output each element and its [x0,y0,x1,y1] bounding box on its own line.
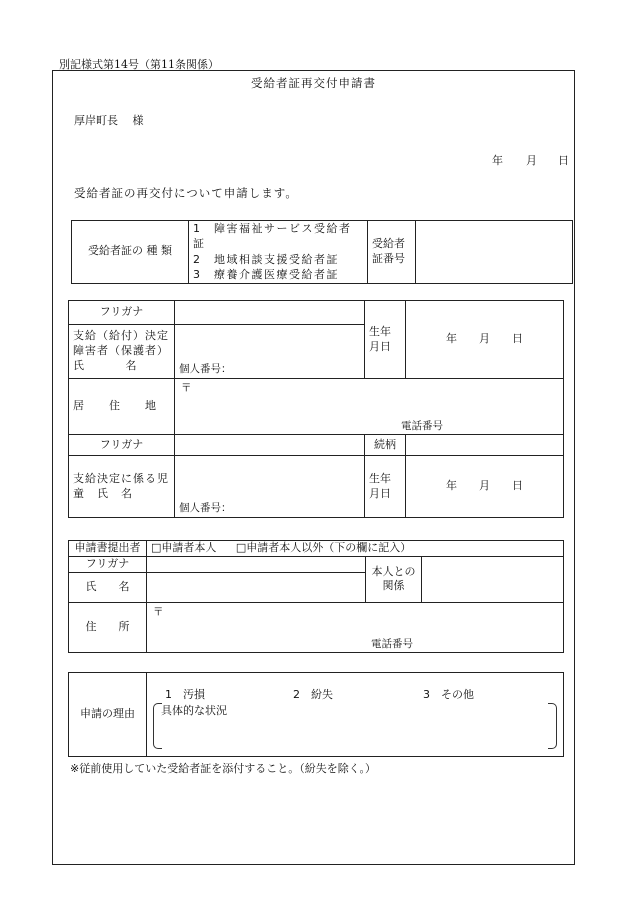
birth-label: 生年月日 [365,301,406,379]
certificate-number-field[interactable] [416,221,573,284]
submitter-label: 申請書提出者 [69,541,147,557]
child-name-field[interactable] [175,456,365,518]
certificate-number-label: 受給者証番号 [368,221,416,284]
relation-field[interactable] [406,435,564,456]
submitter-furigana-field[interactable] [147,556,366,572]
certificate-option-2: 2 地域相談支援受給者証 [193,252,339,266]
reason-option-1[interactable]: 1 汚損 [165,688,205,701]
certificate-type-table [71,220,573,284]
child-birth-label: 生年月日 [365,456,406,518]
reason-cell [147,673,564,757]
certificate-option-1: 1 障害福祉サービス受給者証 [193,222,352,251]
applicant-table [68,300,564,518]
individual-number-label: 個人番号： [179,362,232,375]
addressee: 厚岸町長 様 [74,114,144,127]
birth-value[interactable]: 年 月 日 [406,301,564,379]
reason-label: 申請の理由 [69,673,147,757]
submitter-option-other[interactable]: □申請者本人以外（下の欄に記入） [235,541,412,554]
relation-label: 続柄 [365,435,406,456]
submitter-relation-label: 本人との関係 [366,556,422,602]
child-individual-number-label: 個人番号： [179,501,232,514]
bracket-right [548,703,557,749]
reason-option-2[interactable]: 2 紛失 [293,688,333,701]
submitter-name-label: 氏 名 [69,572,147,602]
submitter-address-label: 住 所 [69,602,147,652]
submitter-table [68,540,564,653]
submitter-address-field[interactable] [147,602,564,652]
address-label: 居 住 地 [69,379,175,435]
address-field[interactable] [175,379,564,435]
date-month: 月 [526,154,537,167]
postal-mark: 〒 [181,382,192,394]
date-day: 日 [558,154,569,167]
child-birth-value[interactable]: 年 月 日 [406,456,564,518]
furigana-label: フリガナ [69,301,175,325]
child-furigana-field[interactable] [175,435,365,456]
form-title: 受給者証再交付申請書 [251,76,376,90]
submitter-name-field[interactable] [147,572,366,602]
child-name-label: 支給決定に係る児 童 氏 名 [69,456,175,518]
certificate-type-label: 受給者証の 種 類 [72,221,189,284]
submitter-postal-mark: 〒 [153,605,164,618]
footer-note: ※従前使用していた受給者証を添付すること。（紛失を除く。） [70,762,376,775]
applicant-name-label: 支給（給付）決定障害者（保護者）氏 名 [69,325,175,379]
date-year: 年 [492,154,503,167]
reason-table [68,672,564,757]
furigana-field[interactable] [175,301,365,325]
certificate-option-3: 3 療養介護医療受給者証 [193,268,339,282]
submitter-option-self[interactable]: □申請者本人 [151,541,217,554]
submitter-phone-label: 電話番号 [371,637,413,650]
form-number-note: 別記様式第14号（第11条関係） [59,58,219,71]
child-furigana-label: フリガナ [69,435,175,456]
phone-label: 電話番号 [401,419,443,432]
reason-option-3[interactable]: 3 その他 [423,688,474,701]
applicant-name-field[interactable] [175,325,365,379]
intro-text: 受給者証の再交付について申請します。 [74,186,298,200]
detail-label: 具体的な状況 [161,704,227,717]
submitter-furigana-label: フリガナ [69,556,147,572]
submitter-relation-field[interactable] [422,556,564,602]
